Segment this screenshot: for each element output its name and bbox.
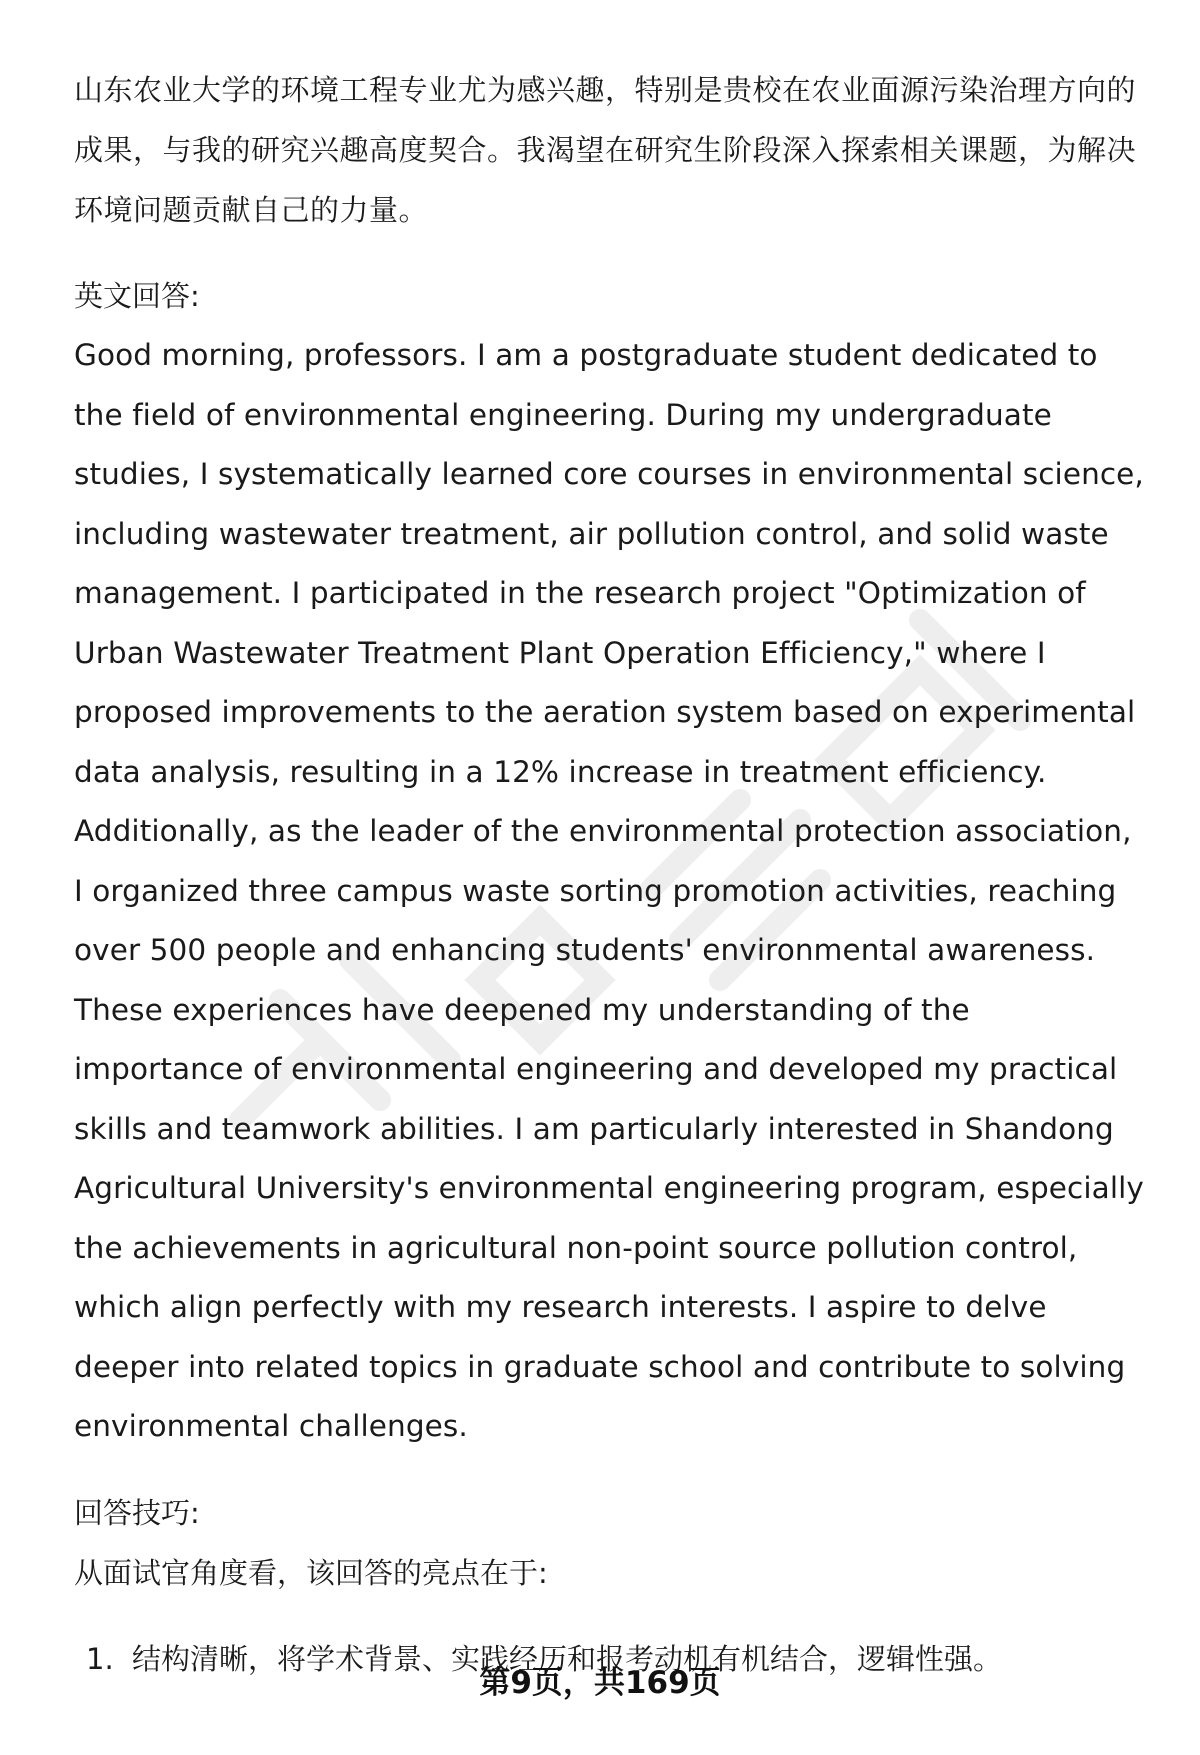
list-item-number: 1. <box>86 1641 114 1676</box>
list-item-text: 结构清晰，将学术背景、实践经历和报考动机有机结合，逻辑性强。 <box>132 1641 1003 1676</box>
english-answer-paragraph: Good morning, professors. I am a postgraduate student dedicated to the field of environmental engineering. During my undergraduate studies, I systematically learned core courses in environmental science, including wastewater treatment, air pollution control, and solid waste management. I participated in the research project "Optimization of Urban Wastewater Treatment Plant Operation Efficiency," where I proposed improvements to the aeration system based on experimental data analysis, resulting in a 12% increase in treatment efficiency. Additionally, as the leader of the environmental protection association, I organized three campus waste sorting promotion activities, reaching over 500 people and enhancing students' environmental awareness. These experiences have deepened my understanding of the importance of environmental engineering and developed my practical skills and teamwork abilities. I am particularly interested in Shandong Agricultural University's environmental engineering program, especially the achievements in agricultural non-point source pollution control, which align perfectly with my research interests. I aspire to delve deeper into related topics in graduate school and contribute to solving environmental challenges. <box>74 338 1144 1443</box>
english-answer-label: 英文回答: <box>74 279 200 313</box>
intro-paragraph-cn: 山东农业大学的环境工程专业尤为感兴趣，特别是贵校在农业面源污染治理方向的成果，与我的研究兴趣高度契合。我渴望在研究生阶段深入探索相关课题，为解决环境问题贡献自己的力量。 <box>74 73 1137 227</box>
page-footer: 第9页，共169页 <box>479 1665 721 1701</box>
tips-intro: 从面试官角度看，该回答的亮点在于: <box>74 1555 548 1590</box>
document-content <box>74 60 1144 1689</box>
tips-label: 回答技巧: <box>74 1495 200 1530</box>
